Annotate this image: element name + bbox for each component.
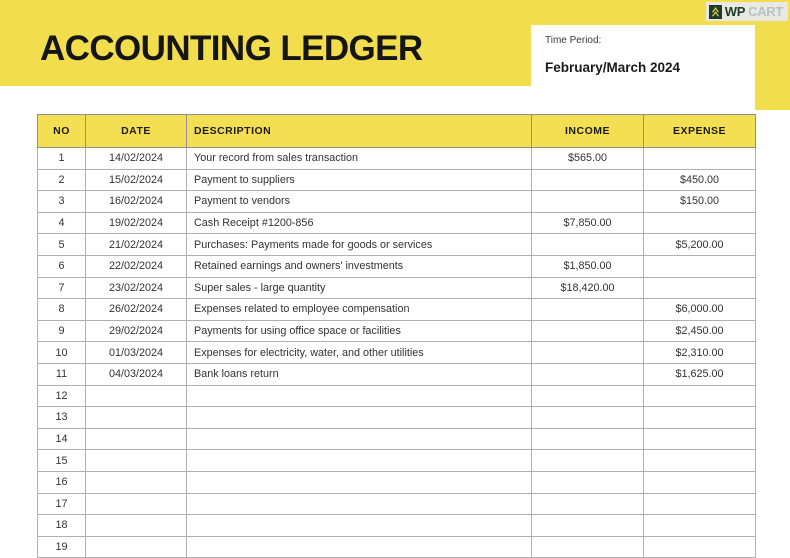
cell-no[interactable]: 9 [38,320,86,342]
cell-income[interactable] [532,299,644,321]
cell-description[interactable]: Cash Receipt #1200-856 [187,212,532,234]
cell-income[interactable] [532,169,644,191]
cell-description[interactable] [187,515,532,537]
cell-date[interactable] [86,493,187,515]
cell-description[interactable] [187,536,532,558]
cell-date[interactable] [86,407,187,429]
cell-date[interactable] [86,385,187,407]
time-period-value: February/March 2024 [545,60,681,75]
table-row[interactable] [38,191,756,213]
cell-no[interactable]: 2 [38,169,86,191]
cell-no[interactable]: 18 [38,515,86,537]
ledger-table-container [37,114,755,558]
table-row[interactable] [38,363,756,385]
cell-income[interactable]: $565.00 [532,148,644,170]
table-row[interactable] [38,148,756,170]
cell-date[interactable] [86,515,187,537]
cell-date[interactable]: 01/03/2024 [86,342,187,364]
cell-description[interactable]: Payment to vendors [187,191,532,213]
cell-description[interactable]: Bank loans return [187,363,532,385]
table-row[interactable] [38,450,756,472]
cell-date[interactable]: 29/02/2024 [86,320,187,342]
cell-description[interactable]: Super sales - large quantity [187,277,532,299]
cell-date[interactable] [86,471,187,493]
table-row[interactable] [38,342,756,364]
cell-description[interactable] [187,471,532,493]
column-header-date[interactable]: DATE [86,115,187,148]
cell-no[interactable]: 3 [38,191,86,213]
cell-expense[interactable]: $1,625.00 [644,363,756,385]
cell-date[interactable]: 26/02/2024 [86,299,187,321]
cell-date[interactable] [86,428,187,450]
cell-income[interactable]: $7,850.00 [532,212,644,234]
ledger-table-head [38,115,756,148]
cell-expense[interactable] [644,471,756,493]
cell-description[interactable]: Payments for using office space or facilities [187,320,532,342]
cell-date[interactable] [86,536,187,558]
table-header-row [38,115,756,148]
page-title: ACCOUNTING LEDGER [40,29,423,68]
time-period-box [531,25,755,89]
cell-income[interactable] [532,320,644,342]
cell-expense[interactable]: $2,310.00 [644,342,756,364]
column-header-income[interactable]: INCOME [532,115,644,148]
cell-income[interactable] [532,493,644,515]
cell-expense[interactable]: $2,450.00 [644,320,756,342]
table-row[interactable] [38,255,756,277]
cell-income[interactable]: $1,850.00 [532,255,644,277]
cell-income[interactable] [532,342,644,364]
cell-income[interactable] [532,385,644,407]
cell-expense[interactable] [644,255,756,277]
cell-expense[interactable]: $450.00 [644,169,756,191]
cell-expense[interactable] [644,493,756,515]
cell-date[interactable]: 19/02/2024 [86,212,187,234]
cell-date[interactable]: 15/02/2024 [86,169,187,191]
cell-date[interactable]: 14/02/2024 [86,148,187,170]
cell-expense[interactable]: $6,000.00 [644,299,756,321]
cell-date[interactable]: 04/03/2024 [86,363,187,385]
cell-income[interactable] [532,471,644,493]
table-row[interactable] [38,515,756,537]
cell-no[interactable]: 16 [38,471,86,493]
cell-no[interactable]: 5 [38,234,86,256]
cell-expense[interactable] [644,515,756,537]
table-row[interactable] [38,493,756,515]
cell-income[interactable] [532,363,644,385]
cell-date[interactable]: 16/02/2024 [86,191,187,213]
cell-date[interactable]: 22/02/2024 [86,255,187,277]
cell-no[interactable]: 11 [38,363,86,385]
column-header-expense[interactable]: EXPENSE [644,115,756,148]
table-row[interactable] [38,234,756,256]
cell-no[interactable]: 7 [38,277,86,299]
logo-text-cart: CART [748,3,783,19]
table-row[interactable] [38,428,756,450]
cell-expense[interactable] [644,148,756,170]
page-header [0,0,790,110]
cell-no[interactable]: 6 [38,255,86,277]
table-row[interactable] [38,320,756,342]
cell-income[interactable] [532,407,644,429]
cell-description[interactable] [187,450,532,472]
cell-description[interactable] [187,407,532,429]
cell-no[interactable]: 12 [38,385,86,407]
table-row[interactable] [38,471,756,493]
logo-text-wp: WP [724,3,746,19]
table-row[interactable] [38,277,756,299]
table-row[interactable] [38,407,756,429]
chevron-logo-icon [709,5,722,19]
table-row[interactable] [38,212,756,234]
table-row[interactable] [38,169,756,191]
cell-expense[interactable] [644,277,756,299]
cell-no[interactable]: 4 [38,212,86,234]
cell-expense[interactable] [644,407,756,429]
cell-no[interactable]: 19 [38,536,86,558]
cell-expense[interactable] [644,212,756,234]
cell-description[interactable]: Payment to suppliers [187,169,532,191]
cell-date[interactable]: 21/02/2024 [86,234,187,256]
ledger-table-body [38,148,756,558]
table-row[interactable] [38,385,756,407]
cell-expense[interactable]: $150.00 [644,191,756,213]
cell-no[interactable]: 13 [38,407,86,429]
cell-income[interactable] [532,450,644,472]
column-header-no[interactable]: NO [38,115,86,148]
cell-no[interactable]: 1 [38,148,86,170]
cell-date[interactable]: 23/02/2024 [86,277,187,299]
cell-expense[interactable] [644,385,756,407]
cell-income[interactable] [532,428,644,450]
cell-description[interactable]: Expenses for electricity, water, and other utilities [187,342,532,364]
ledger-table [37,114,756,558]
cell-income[interactable] [532,234,644,256]
cell-description[interactable]: Purchases: Payments made for goods or services [187,234,532,256]
cell-no[interactable]: 14 [38,428,86,450]
cell-description[interactable]: Retained earnings and owners' investments [187,255,532,277]
cell-income[interactable] [532,515,644,537]
cell-description[interactable]: Expenses related to employee compensation [187,299,532,321]
cell-description[interactable] [187,493,532,515]
time-period-label: Time Period: [545,35,602,46]
cell-no[interactable]: 17 [38,493,86,515]
cell-income[interactable]: $18,420.00 [532,277,644,299]
wpcart-logo[interactable] [706,2,788,21]
cell-no[interactable]: 8 [38,299,86,321]
cell-expense[interactable]: $5,200.00 [644,234,756,256]
column-header-description[interactable]: DESCRIPTION [187,115,532,148]
cell-income[interactable] [532,536,644,558]
cell-no[interactable]: 15 [38,450,86,472]
cell-expense[interactable] [644,536,756,558]
table-row[interactable] [38,299,756,321]
cell-income[interactable] [532,191,644,213]
cell-description[interactable]: Your record from sales transaction [187,148,532,170]
cell-description[interactable] [187,385,532,407]
cell-expense[interactable] [644,450,756,472]
cell-no[interactable]: 10 [38,342,86,364]
cell-date[interactable] [86,450,187,472]
cell-description[interactable] [187,428,532,450]
table-row[interactable] [38,536,756,558]
cell-expense[interactable] [644,428,756,450]
